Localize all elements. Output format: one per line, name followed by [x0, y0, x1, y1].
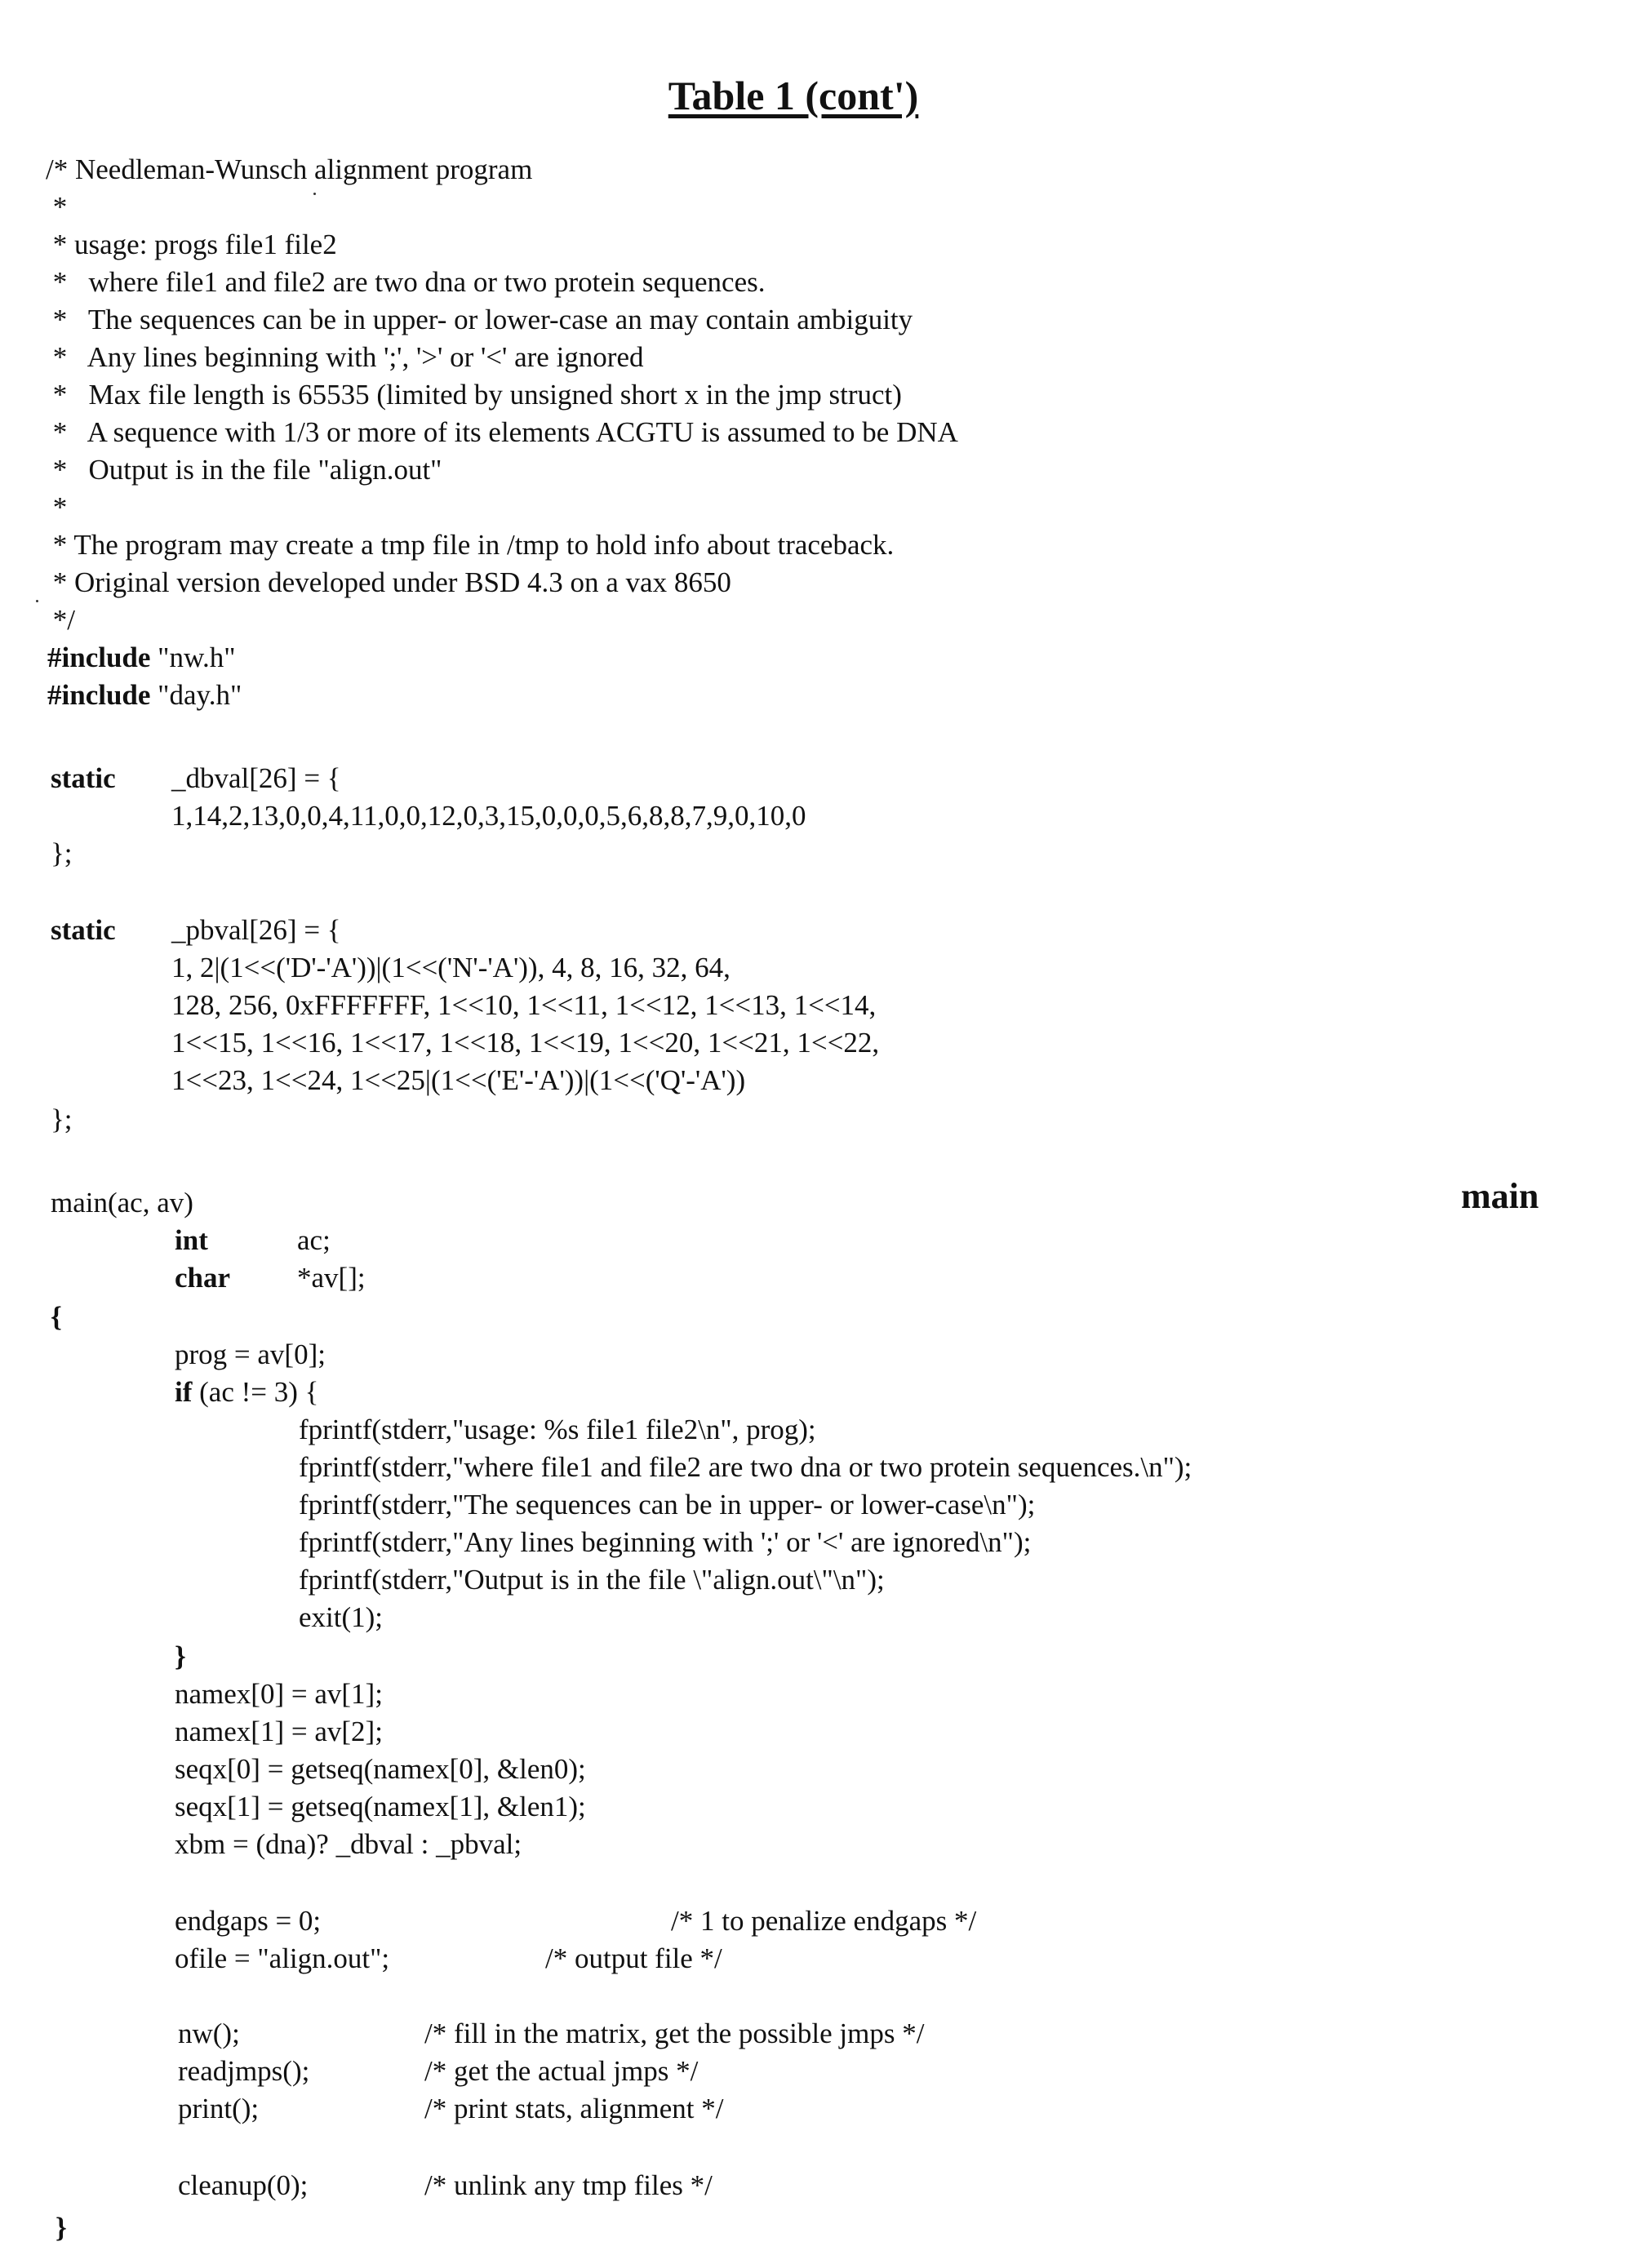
comment-line: * Any lines beginning with ';', '>' or '<' are ignored [46, 341, 644, 373]
call-code: print(); [178, 2093, 260, 2124]
comment-line: * where file1 and file2 are two dna or two protein sequences. [46, 266, 766, 298]
include-line [47, 677, 242, 713]
fprintf-line: fprintf(stderr,"where file1 and file2 are two dna or two protein sequences.\n"); [299, 1451, 1192, 1483]
ofile-comment: /* output file */ [545, 1942, 722, 1974]
dbval-close: }; [51, 837, 73, 869]
param-name: *av[]; [297, 1262, 366, 1294]
include-line [47, 640, 236, 676]
assign-line: namex[0] = av[1]; [175, 1678, 383, 1710]
dbval-values: 1,14,2,13,0,0,4,11,0,0,12,0,3,15,0,0,0,5,6,8,8,7,9,0,10,0 [171, 800, 806, 832]
page-title-text: Table 1 (cont') [668, 73, 919, 118]
page-title [0, 72, 1652, 119]
include-file: "day.h" [158, 679, 242, 711]
comment-line: * [46, 191, 68, 223]
param-type: char [175, 1262, 231, 1294]
include-directive: #include [47, 641, 151, 673]
pbval-keyword: static [51, 914, 116, 946]
comment-line: * usage: progs file1 file2 [46, 229, 337, 260]
call-comment: /* get the actual jmps */ [424, 2055, 699, 2087]
fprintf-line: fprintf(stderr,"The sequences can be in upper- or lower-case\n"); [299, 1489, 1036, 1520]
pbval-decl: _pbval[26] = { [171, 914, 341, 946]
endgaps-comment: /* 1 to penalize endgaps */ [671, 1905, 977, 1937]
call-code: readjmps(); [178, 2055, 310, 2087]
pbval-line: 1<<15, 1<<16, 1<<17, 1<<18, 1<<19, 1<<20, 1<<21, 1<<22, [171, 1027, 880, 1059]
param-type: int [175, 1224, 208, 1256]
assign-line: seqx[1] = getseq(namex[1], &len1); [175, 1791, 586, 1822]
call-comment: /* print stats, alignment */ [424, 2093, 724, 2124]
fprintf-line: fprintf(stderr,"Any lines beginning with ';' or '<' are ignored\n"); [299, 1526, 1032, 1558]
endgaps-code: endgaps = 0; [175, 1905, 322, 1937]
comment-line: * [46, 491, 68, 523]
comment-line: * The sequences can be in upper- or lower-case an may contain ambiguity [46, 304, 913, 335]
pbval-line: 1<<23, 1<<24, 1<<25|(1<<('E'-'A'))|(1<<('Q'-'A')) [171, 1064, 746, 1096]
if-keyword: if [175, 1376, 193, 1408]
if-statement [175, 1374, 318, 1410]
cleanup-code: cleanup(0); [178, 2169, 309, 2201]
ofile-code: ofile = "align.out"; [175, 1942, 390, 1974]
main-signature: main(ac, av) [51, 1187, 193, 1219]
pbval-line: 128, 256, 0xFFFFFFF, 1<<10, 1<<11, 1<<12, 1<<13, 1<<14, [171, 989, 877, 1021]
scan-speck [36, 600, 38, 602]
close-brace: } [56, 2212, 67, 2244]
open-brace: { [51, 1301, 62, 1333]
call-comment: /* fill in the matrix, get the possible jmps */ [424, 2018, 925, 2049]
param-name: ac; [297, 1224, 331, 1256]
fprintf-line: fprintf(stderr,"usage: %s file1 file2\n", prog); [299, 1414, 816, 1445]
include-file: "nw.h" [158, 641, 236, 673]
assign-line: namex[1] = av[2]; [175, 1716, 383, 1747]
pbval-close: }; [51, 1103, 73, 1135]
call-code: nw(); [178, 2018, 240, 2049]
comment-line: */ [46, 604, 75, 636]
dbval-keyword: static [51, 762, 116, 794]
dbval-decl: _dbval[26] = { [171, 762, 341, 794]
prog-assign: prog = av[0]; [175, 1338, 326, 1370]
scan-speck [313, 193, 316, 195]
exit-line: exit(1); [299, 1601, 384, 1633]
comment-line: * A sequence with 1/3 or more of its elements ACGTU is assumed to be DNA [46, 416, 958, 448]
if-condition: (ac != 3) { [192, 1376, 319, 1408]
if-close-brace: } [175, 1640, 186, 1672]
comment-line: * The program may create a tmp file in /tmp to hold info about traceback. [46, 529, 895, 561]
include-directive: #include [47, 679, 151, 711]
margin-label-main: main [1461, 1176, 1539, 1216]
pbval-line: 1, 2|(1<<('D'-'A'))|(1<<('N'-'A')), 4, 8, 16, 32, 64, [171, 952, 731, 983]
comment-line: * Original version developed under BSD 4.3 on a vax 8650 [46, 566, 731, 598]
cleanup-comment: /* unlink any tmp files */ [424, 2169, 713, 2201]
comment-line: * Output is in the file "align.out" [46, 454, 442, 486]
assign-line: seqx[0] = getseq(namex[0], &len0); [175, 1753, 586, 1785]
comment-line: /* Needleman-Wunsch alignment program [46, 153, 533, 185]
fprintf-line: fprintf(stderr,"Output is in the file \"align.out\"\n"); [299, 1564, 885, 1596]
comment-line: * Max file length is 65535 (limited by unsigned short x in the jmp struct) [46, 379, 902, 411]
assign-line: xbm = (dna)? _dbval : _pbval; [175, 1828, 522, 1860]
